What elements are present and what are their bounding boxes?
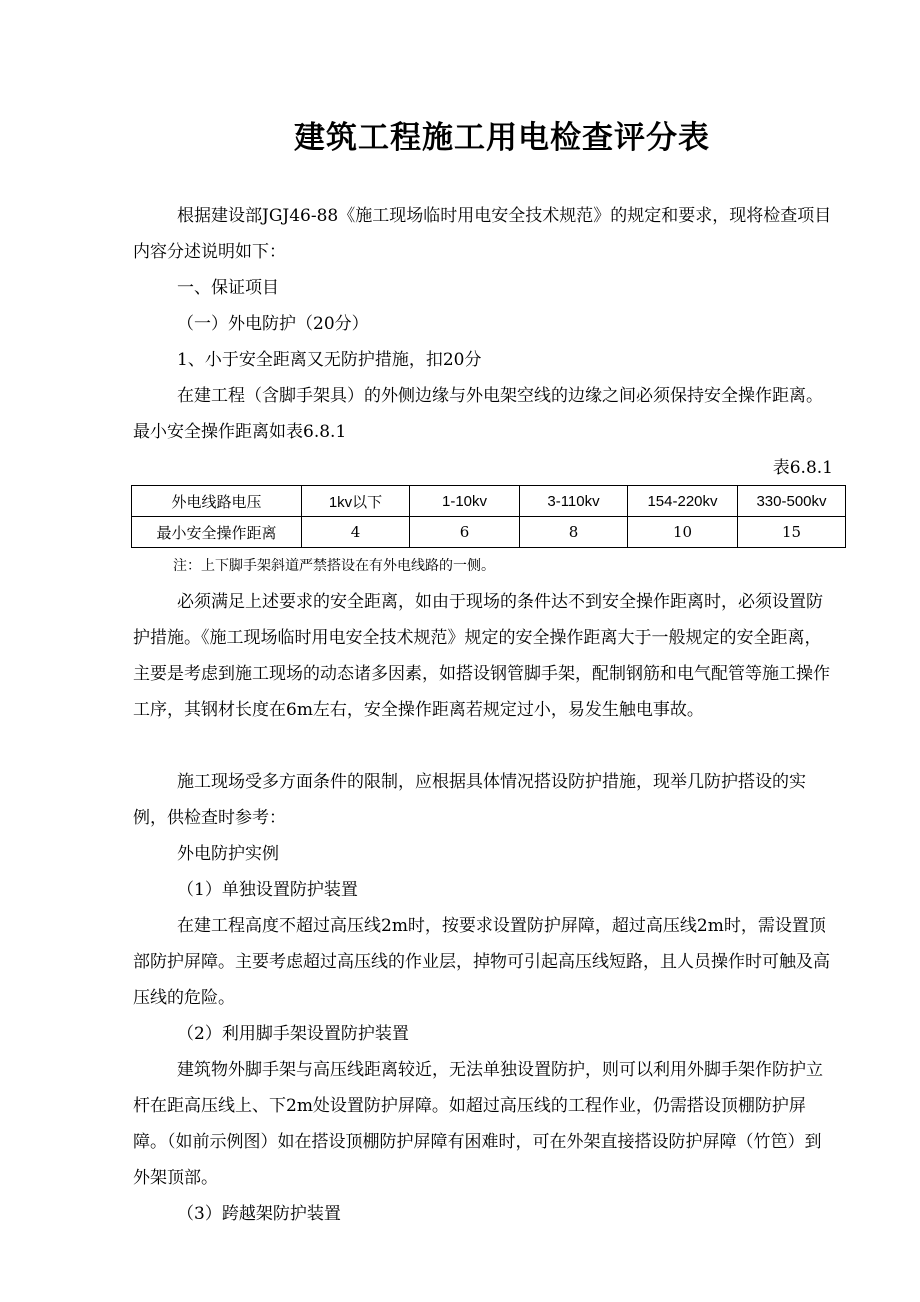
example-1-title: （1）单独设置防护装置: [177, 880, 358, 900]
distance-table: [131, 485, 846, 548]
table-cell: 330-500kv: [738, 486, 846, 517]
table-cell: 最小安全操作距离: [132, 517, 302, 548]
table-note: 注：上下脚手架斜道严禁搭设在有外电线路的一侧。: [173, 558, 495, 574]
table-cell: 1-10kv: [410, 486, 520, 517]
section-heading: 一、保证项目: [177, 278, 279, 298]
table-cell: 3-110kv: [520, 486, 628, 517]
example-1-text: 在建工程高度不超过高压线2m时，按要求设置防护屏障，超过高压线2m时，需设置顶部防护屏障。主要考虑超过高压线的作业层，掉物可引起高压线短路，且人员操作时可触及高压线的危险。: [133, 916, 830, 1008]
subsection-heading: （一）外电防护（20分）: [177, 314, 369, 334]
example-heading: 外电防护实例: [177, 844, 279, 864]
table-cell: 6: [410, 517, 520, 548]
example-3-title: （3）跨越架防护装置: [177, 1204, 341, 1224]
table-row: [132, 486, 846, 517]
table-cell: 8: [520, 517, 628, 548]
paragraph-3: 施工现场受多方面条件的限制，应根据具体情况搭设防护措施，现举几防护搭设的实例，供检查时参考：: [133, 772, 806, 828]
intro-paragraph: 根据建设部JGJ46-88《施工现场临时用电安全技术规范》的规定和要求，现将检查项目内容分述说明如下：: [133, 206, 832, 262]
item-heading: 1、小于安全距离又无防护措施，扣20分: [177, 350, 482, 370]
example-2-title: （2）利用脚手架设置防护装置: [177, 1024, 409, 1044]
table-cell: 10: [628, 517, 738, 548]
table-cell: 外电线路电压: [132, 486, 302, 517]
table-row: [132, 517, 846, 548]
paragraph-1: 在建工程（含脚手架具）的外侧边缘与外电架空线的边缘之间必须保持安全操作距离。最小安全操作距离如表6.8.1: [133, 386, 823, 442]
table-cell: 15: [738, 517, 846, 548]
table-caption: 表6.8.1: [772, 458, 833, 478]
table-cell: 4: [302, 517, 410, 548]
example-2-text: 建筑物外脚手架与高压线距离较近，无法单独设置防护，则可以利用外脚手架作防护立杆在距高压线上、下2m处设置防护屏障。如超过高压线的工程作业，仍需搭设顶棚防护屏障。（如前示例图）如在搭设顶棚防护屏障有困难时，可在外架直接搭设防护屏障（竹笆）到外架顶部。: [133, 1060, 823, 1188]
paragraph-2: 必须满足上述要求的安全距离，如由于现场的条件达不到安全操作距离时，必须设置防护措施。《施工现场临时用电安全技术规范》规定的安全操作距离大于一般规定的安全距离，主要是考虑到施工现场的动态诸多因素，如搭设钢管脚手架，配制钢筋和电气配管等施工操作工序，其钢材长度在6m左右，安全操作距离若规定过小，易发生触电事故。: [133, 592, 830, 720]
table-cell: 1kv以下: [302, 486, 410, 517]
table-cell: 154-220kv: [628, 486, 738, 517]
page-title: 建筑工程施工用电检查评分表: [294, 120, 710, 156]
